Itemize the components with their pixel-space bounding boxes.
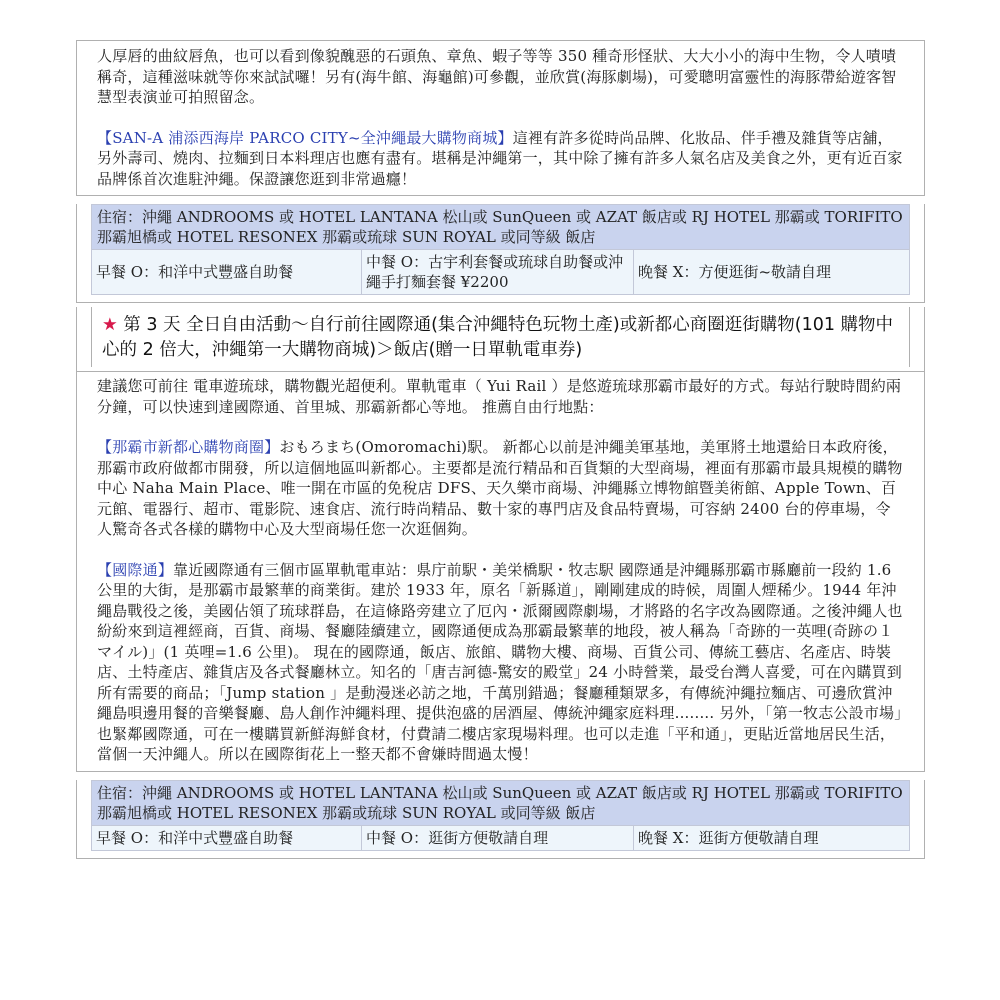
kokusai-body: 靠近國際通有三個市區單軌電車站：県庁前駅・美栄橋駅・牧志駅 國際通是沖繩縣那霸市縣廳前一段約 1.6 公里的大街，是那霸市最繁華的商業街。建於 1933 年，原名「新縣道」，剛剛建成的時候，周圍人煙稀少。1944 年沖繩島戰役之後，美國佔領了琉球群島，在這條路旁建立了厄內・派爾國際劇場，才將路的名字改為國際通。之後沖繩人也紛紛來到這裡經商，百貨、商場、餐廳陸續建立，國際通便成為那霸最繁華的地段，被人稱為「奇跡的一英哩(奇跡の１マイル)」(1 英哩=1.6 公里)。 現在的國際通，飯店、旅館、購物大樓、商場、百貨公司、傳統工藝店、名產店、時裝店、土特產店、雜貨店及各式餐廳林立。知名的「唐吉訶德-驚安的殿堂」24 小時營業，最受台灣人喜愛，可在內購買到所有需要的商品；「Jump station 」是動漫迷必訪之地，千萬別錯過；餐廳種類眾多，有傳統沖繩拉麵店、可邊欣賞沖繩島唄邊用餐的音樂餐廳、島人創作沖繩料理、提供泡盛的居酒屋、傳統沖繩家庭料理........ 另外，「第一牧志公設市場」也緊鄰國際通，可在一樓購買新鮮海鮮食材，付費請二樓店家現場料理。也可以走進「平和通」，更貼近當地居民生活，當個一天沖繩人。所以在國際街花上一整天都不會嫌時間過太慢！ xyxy=(97,560,903,763)
parco-city-tag: 【SAN-A 浦添西海岸 PARCO CITY~全沖繩最大購物商城】 xyxy=(97,128,513,147)
shintoshin-paragraph xyxy=(97,437,904,540)
hotel-cell: 住宿：沖繩 ANDROOMS 或 HOTEL LANTANA 松山或 SunQueen 或 AZAT 飯店或 RJ HOTEL 那霸或 TORIFITO 那霸旭橋或 HOTEL RESONEX 那霸或琉球 SUN ROYAL 或同等級 飯店 xyxy=(92,205,910,250)
day3-title-text: 第 3 天 全日自由活動～自行前往國際通(集合沖繩特色玩物土產)或新都心商圈逛街購物(101 購物中心的 2 倍大，沖繩第一大購物商城)＞飯店(贈一日單軌電車券) xyxy=(102,315,894,360)
day3-title-box xyxy=(76,307,925,372)
shintoshin-tag: 【那霸市新都心購物商圈】 xyxy=(97,438,280,456)
lunch-cell: 中餐 O：逛街方便敬請自理 xyxy=(362,825,634,850)
breakfast-cell: 早餐 O：和洋中式豐盛自助餐 xyxy=(92,250,362,295)
itinerary-page xyxy=(76,40,925,859)
lunch-cell: 中餐 O：古宇利套餐或琉球自助餐或沖繩手打麵套餐 ¥2200 xyxy=(362,250,634,295)
day3-info-box xyxy=(76,780,925,859)
day2-description xyxy=(76,40,925,196)
hotel-cell: 住宿：沖繩 ANDROOMS 或 HOTEL LANTANA 松山或 SunQueen 或 AZAT 飯店或 RJ HOTEL 那霸或 TORIFITO 那霸旭橋或 HOTEL RESONEX 那霸或琉球 SUN ROYAL 或同等級 飯店 xyxy=(92,780,910,825)
day3-description xyxy=(76,372,925,772)
shintoshin-body: おもろまち(Omoromachi)駅。 新都心以前是沖繩美軍基地，美軍將土地還給日本政府後，那霸市政府做都市開發，所以這個地區叫新都心。主要都是流行精品和百貨類的大型商場，裡面有那霸市最具規模的購物中心 Naha Main Place、唯一開在市區的免稅店 DFS、天久樂市商場、沖繩縣立博物館暨美術館、Apple Town、百元館、電器行、超市、電影院、速食店、流行時尚精品、數十家的專門店及食品特賣場，可容納 2400 台的停車場，令人驚奇各式各樣的購物中心及大型商場任您一次逛個夠。 xyxy=(97,438,903,538)
day3-title xyxy=(91,307,910,367)
day2-info-box xyxy=(76,204,925,303)
meal-row xyxy=(92,825,910,850)
breakfast-cell: 早餐 O：和洋中式豐盛自助餐 xyxy=(92,825,362,850)
dinner-cell: 晚餐 X：逛街方便敬請自理 xyxy=(634,825,910,850)
kokusai-paragraph xyxy=(97,560,904,765)
hotel-row xyxy=(92,780,910,825)
kokusai-tag: 【國際通】 xyxy=(97,560,174,579)
aquarium-paragraph: 人厚唇的曲紋唇魚，也可以看到像貌醜惡的石頭魚、章魚、蝦子等等 350 種奇形怪狀、大大小小的海中生物，令人嘖嘖稱奇，這種滋味就等你來試試囉！另有(海牛館、海龜館)可參觀，並欣賞(海豚劇場)，可愛聰明富靈性的海豚帶給遊客智慧型表演並可拍照留念。 xyxy=(97,47,897,106)
hotel-row xyxy=(92,205,910,250)
star-icon: ★ xyxy=(102,315,118,335)
day2-info-table xyxy=(91,204,910,295)
parco-city-paragraph xyxy=(97,128,904,190)
parco-city-body: 這裡有許多從時尚品牌、化妝品、伴手禮及雜貨等店舖，另外壽司、燒肉、拉麵到日本料理店也應有盡有。堪稱是沖繩第一，其中除了擁有許多人氣名店及美食之外，更有近百家品牌係首次進駐沖繩。保證讓您逛到非常過癮！ xyxy=(97,128,903,188)
day3-info-table xyxy=(91,780,910,851)
meal-row xyxy=(92,250,910,295)
monorail-intro: 建議您可前往 電車遊琉球，購物觀光超便利。單軌電車（ Yui Rail ）是悠遊琉球那霸市最好的方式。每站行駛時間約兩分鐘，可以快速到達國際通、首里城、那霸新都心等地。 推薦自由行地點： xyxy=(97,377,902,416)
dinner-cell: 晚餐 X：方便逛街~敬請自理 xyxy=(634,250,910,295)
